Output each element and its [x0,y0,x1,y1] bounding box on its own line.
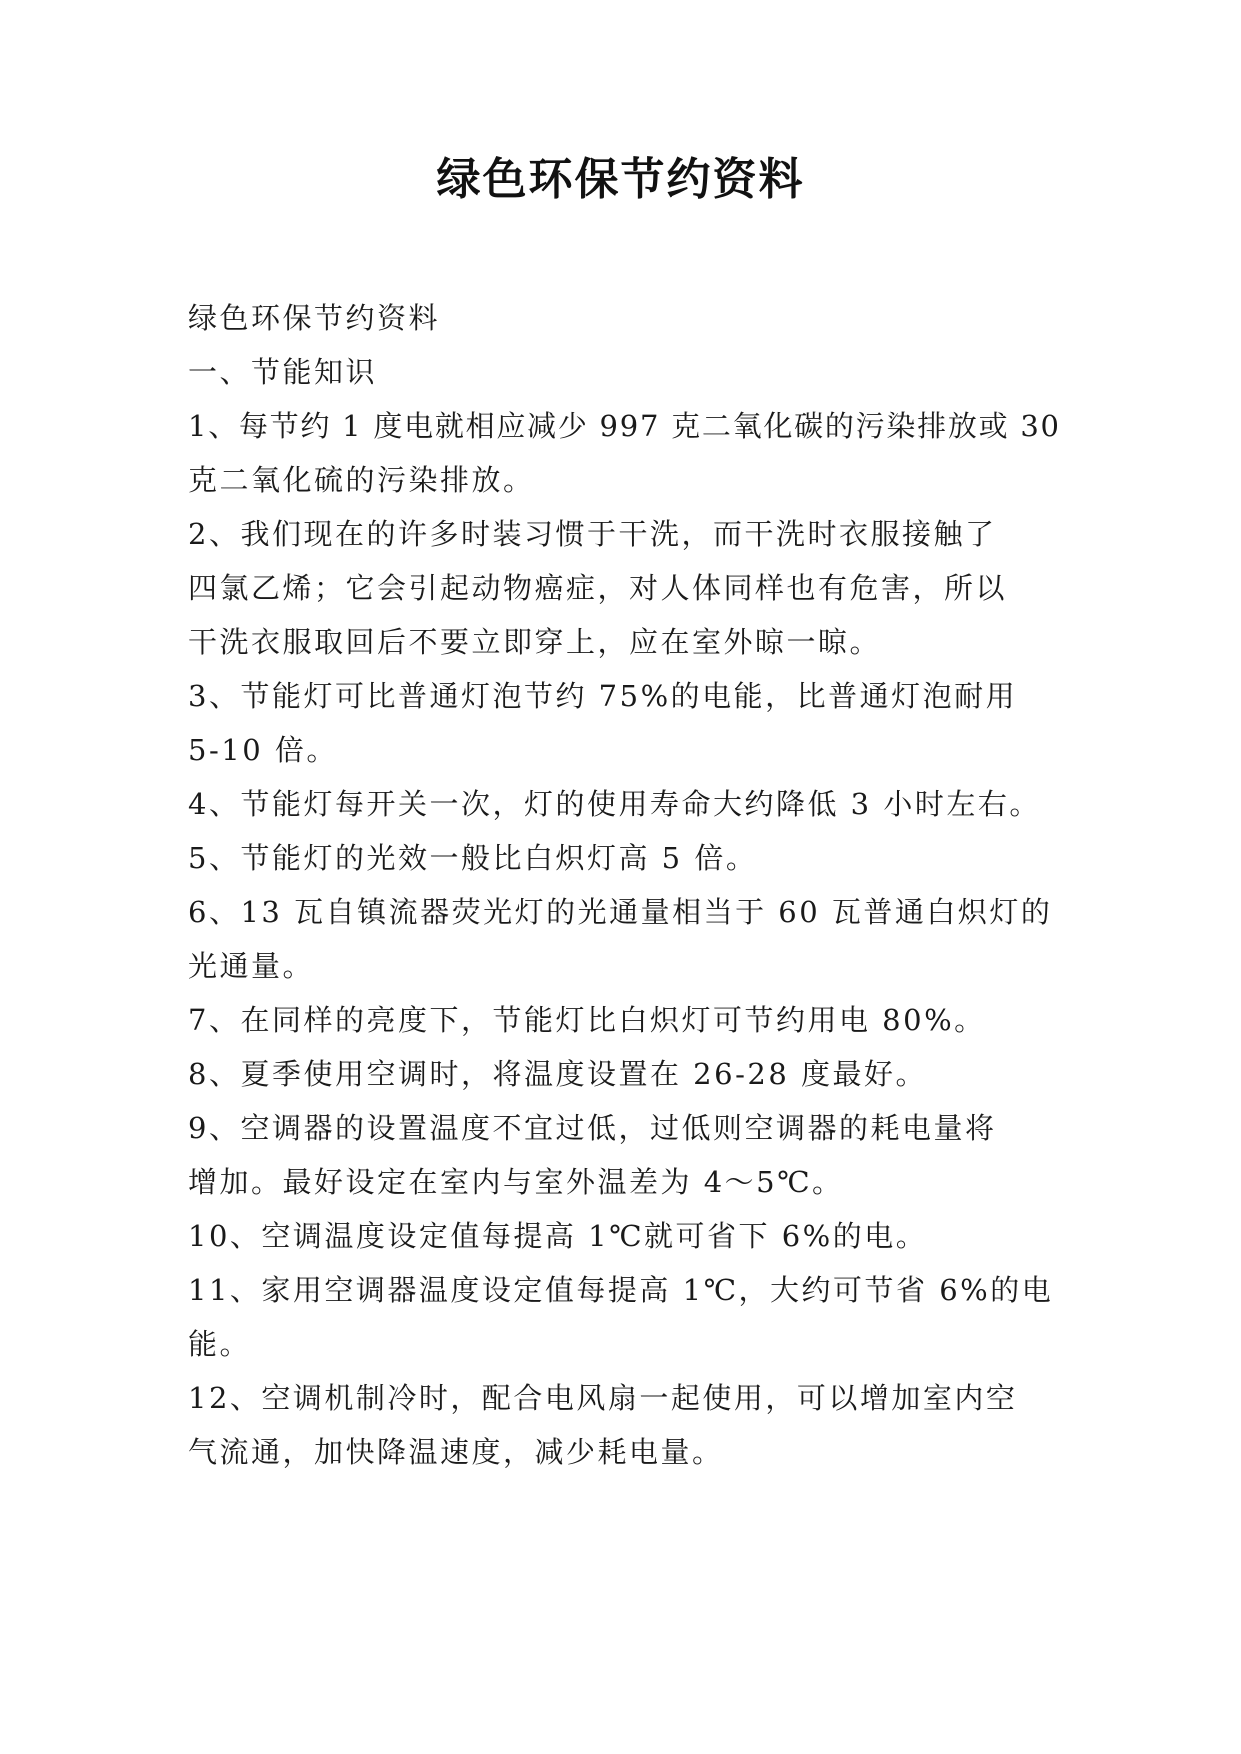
body-line: 光通量。 [188,949,315,983]
body-line: 四氯乙烯；它会引起动物癌症，对人体同样也有危害，所以 [188,571,1008,605]
body-line: 干洗衣服取回后不要立即穿上，应在室外晾一晾。 [188,625,882,659]
body-line-subtitle: 绿色环保节约资料 [188,301,441,335]
body-line: 11、家用空调器温度设定值每提高 1℃，大约可节省 6%的电 [188,1273,1054,1307]
body-line: 能。 [188,1327,252,1361]
document-title: 绿色环保节约资料 [436,154,805,205]
body-line: 气流通，加快降温速度，减少耗电量。 [188,1435,724,1469]
body-line: 增加。最好设定在室内与室外温差为 4～5℃。 [188,1165,844,1199]
body-line: 6、13 瓦自镇流器荧光灯的光通量相当于 60 瓦普通白炽灯的 [188,895,1053,929]
body-line: 2、我们现在的许多时装习惯于干洗，而干洗时衣服接触了 [188,517,997,551]
body-line: 3、节能灯可比普通灯泡节约 75%的电能，比普通灯泡耐用 [188,679,1018,713]
body-line: 9、空调器的设置温度不宜过低，过低则空调器的耗电量将 [188,1111,997,1145]
body-line: 8、夏季使用空调时，将温度设置在 26-28 度最好。 [188,1057,927,1091]
body-line: 5-10 倍。 [188,733,338,767]
body-line: 12、空调机制冷时，配合电风扇一起使用，可以增加室内空 [188,1381,1018,1415]
document-body [188,291,1068,1479]
section-heading: 一、节能知识 [188,355,378,389]
body-line: 1、每节约 1 度电就相应减少 997 克二氧化碳的污染排放或 30 [188,409,1061,443]
body-line: 5、节能灯的光效一般比白炽灯高 5 倍。 [188,841,758,875]
body-line: 10、空调温度设定值每提高 1℃就可省下 6%的电。 [188,1219,928,1253]
body-line: 4、节能灯每开关一次，灯的使用寿命大约降低 3 小时左右。 [188,787,1041,821]
body-line: 7、在同样的亮度下，节能灯比白炽灯可节约用电 80%。 [188,1003,986,1037]
body-line: 克二氧化硫的污染排放。 [188,463,535,497]
